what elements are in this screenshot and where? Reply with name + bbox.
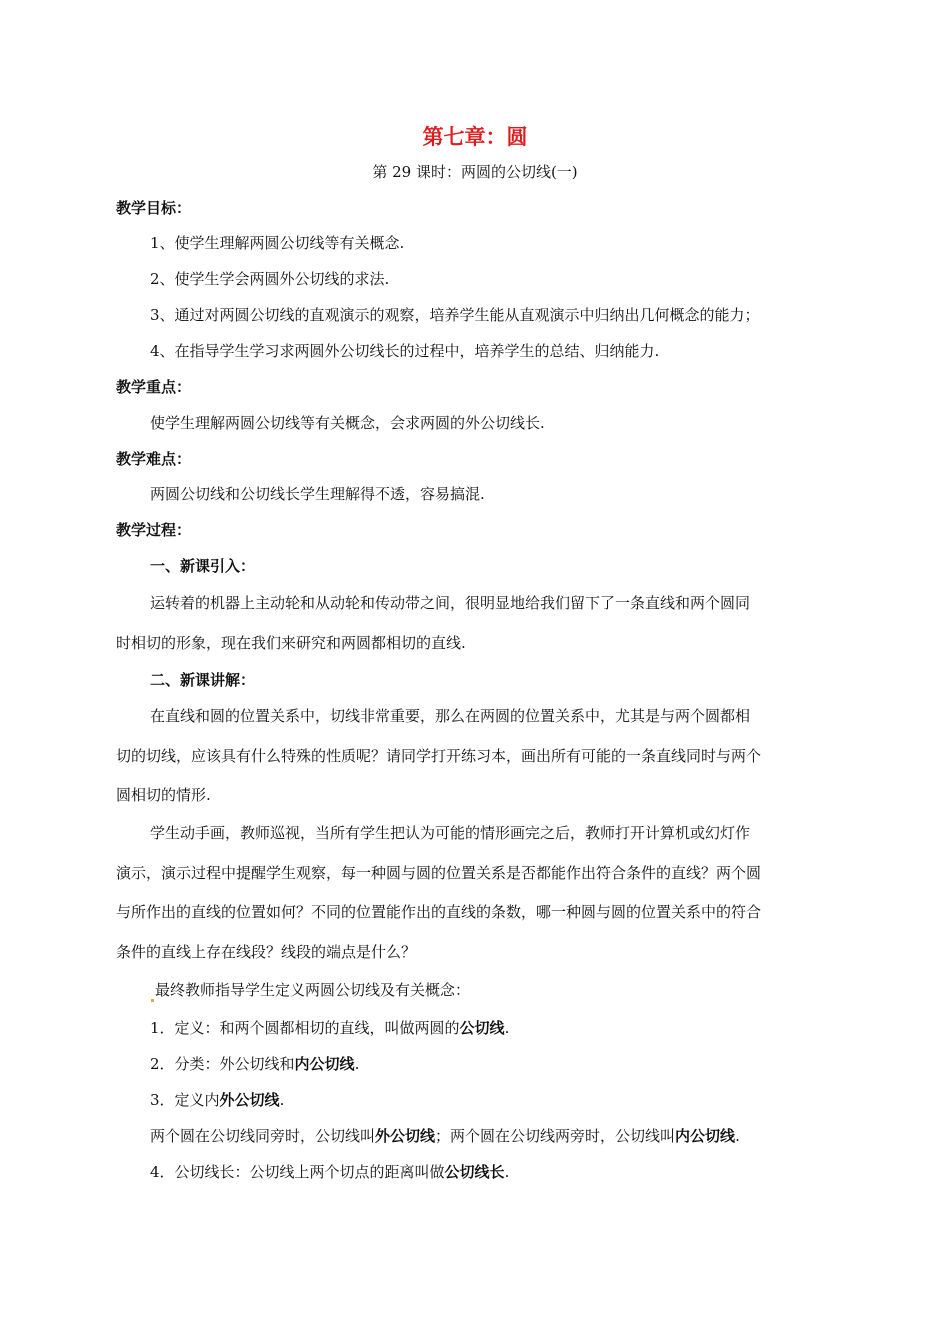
objective-1: 1、使学生理解两圆公切线等有关概念.: [150, 234, 405, 252]
definition-4-text: 4．公切线长：公切线上两个切点的距离叫做: [150, 1163, 445, 1181]
key-heading: 教学重点：: [116, 378, 192, 396]
part2-p2-line-3: 与所作出的直线的位置如何？不同的位置能作出的直线的条数，哪一种圆与圆的位置关系中的符合: [116, 903, 762, 921]
objective-2: 2、使学生学会两圆外公切线的求法.: [150, 270, 390, 288]
definition-3-detail-term-1: 外公切线: [375, 1127, 436, 1145]
definition-1: [150, 1016, 509, 1040]
definition-2: [150, 1052, 359, 1076]
part2-p1-line-1: 在直线和圆的位置关系中，切线非常重要，那么在两圆的位置关系中，尤其是与两个圆都相: [150, 707, 751, 725]
process-heading: 教学过程：: [116, 521, 192, 539]
part2-p2-line-4: 条件的直线上存在线段？线段的端点是什么？: [116, 943, 417, 961]
definition-2-text: 2．分类：外公切线和: [150, 1055, 295, 1073]
difficulty-heading: 教学难点：: [116, 450, 192, 468]
definition-3-detail-c: ；两个圆在公切线两旁时，公切线叫: [435, 1127, 676, 1145]
part2-p3-text: 最终教师指导学生定义两圆公切线及有关概念：: [155, 981, 471, 999]
definition-4-term: 公切线长: [444, 1163, 505, 1181]
difficulty-text: 两圆公切线和公切线长学生理解得不透，容易搞混.: [150, 485, 485, 503]
definition-3-detail: [150, 1124, 740, 1148]
definition-3-detail-term-2: 内公切线: [675, 1127, 736, 1145]
definition-1-term: 公切线: [459, 1019, 505, 1037]
objectives-heading: 教学目标：: [116, 199, 192, 217]
definition-4-end: .: [504, 1163, 510, 1181]
definition-1-text: 1．定义：和两个圆都相切的直线，叫做两圆的: [150, 1019, 460, 1037]
definition-2-term: 内公切线: [294, 1055, 355, 1073]
part2-p1-line-2: 切的切线，应该具有什么特殊的性质呢？请同学打开练习本，画出所有可能的一条直线同时与两个: [116, 747, 762, 765]
definition-3-detail-a: 两个圆在公切线同旁时，公切线叫: [150, 1127, 376, 1145]
part1-line-2: 时相切的形象，现在我们来研究和两圆都相切的直线.: [116, 634, 466, 652]
part2-heading: 二、新课讲解：: [150, 671, 256, 689]
definition-3: [150, 1088, 284, 1112]
part2-p1-line-3: 圆相切的情形.: [116, 786, 211, 804]
definition-4: [150, 1160, 509, 1184]
definition-3-end: .: [279, 1091, 285, 1109]
chapter-title: 第七章：圆: [422, 125, 528, 149]
edit-mark: [151, 999, 154, 1002]
part2-p3: [150, 978, 470, 1002]
part1-heading: 一、新课引入：: [150, 557, 256, 575]
definition-3-detail-end: .: [735, 1127, 740, 1145]
key-text: 使学生理解两圆公切线等有关概念，会求两圆的外公切线长.: [150, 414, 545, 432]
definition-1-end: .: [504, 1019, 510, 1037]
part2-p2-line-2: 演示，演示过程中提醒学生观察，每一种圆与圆的位置关系是否都能作出符合条件的直线？两个圆: [116, 864, 762, 882]
part1-line-1: 运转着的机器上主动轮和从动轮和传动带之间，很明显地给我们留下了一条直线和两个圆同: [150, 594, 751, 612]
objective-4: 4、在指导学生学习求两圆外公切线长的过程中，培养学生的总结、归纳能力.: [150, 342, 660, 360]
definition-3-text: 3．定义内: [150, 1091, 220, 1109]
definition-3-term: 外公切线: [219, 1091, 280, 1109]
part2-p2-line-1: 学生动手画，教师巡视，当所有学生把认为可能的情形画完之后，教师打开计算机或幻灯作: [150, 824, 751, 842]
objective-3: 3、通过对两圆公切线的直观演示的观察，培养学生能从直观演示中归纳出几何概念的能力；: [150, 306, 760, 324]
lesson-subtitle: 第 29 课时：两圆的公切线(一): [372, 163, 578, 181]
definition-2-end: .: [354, 1055, 360, 1073]
